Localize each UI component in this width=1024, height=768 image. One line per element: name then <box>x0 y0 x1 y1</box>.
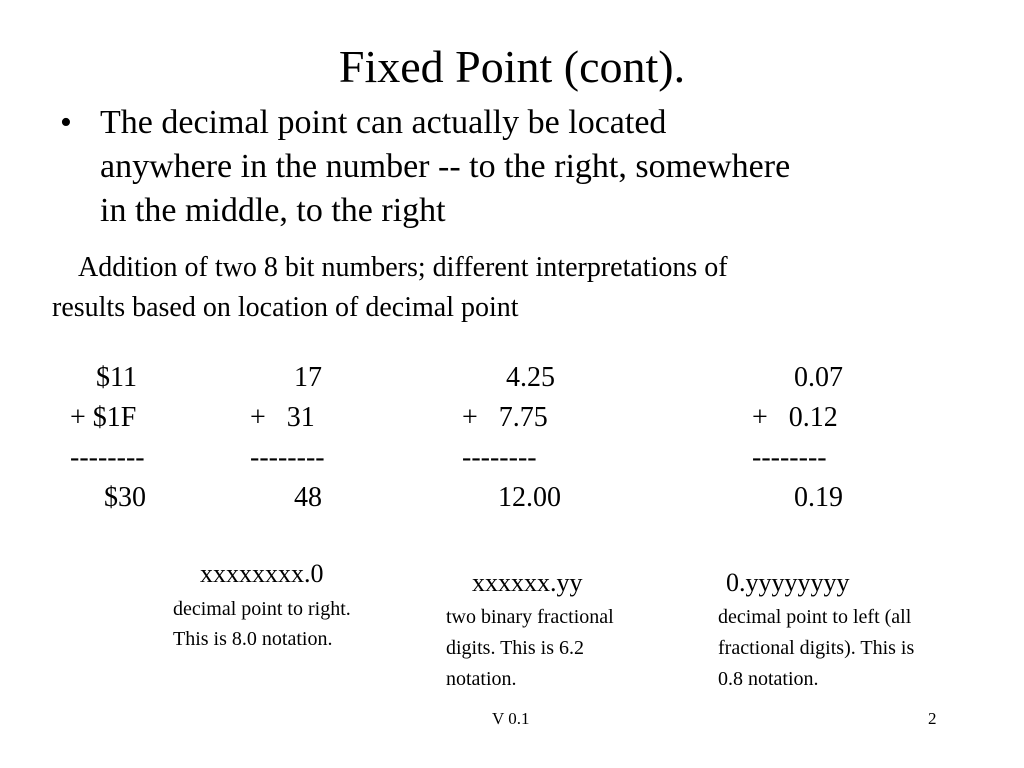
separator-line: -------- <box>250 442 325 473</box>
bullet-marker: • <box>60 104 72 141</box>
separator-line: -------- <box>70 442 145 473</box>
addend-a: 17 <box>294 362 322 393</box>
addition-column-0-8 <box>752 358 882 518</box>
notation-desc-line: This is 8.0 notation. <box>173 628 333 650</box>
intro-text-line: Addition of two 8 bit numbers; different interpretations of <box>78 252 728 283</box>
addend-a: 0.07 <box>794 362 843 393</box>
sum-value: 0.19 <box>794 482 843 513</box>
addend-a: 4.25 <box>506 362 555 393</box>
notation-desc-line: decimal point to right. <box>173 598 351 620</box>
sum-value: 48 <box>294 482 322 513</box>
addend-b: + 31 <box>250 402 315 433</box>
slide-title: Fixed Point (cont). <box>338 41 686 92</box>
addend-b: + 7.75 <box>462 402 548 433</box>
notation-desc-line: fractional digits). This is <box>718 637 915 659</box>
addend-a: $11 <box>96 362 137 393</box>
separator-line: -------- <box>752 442 827 473</box>
footer-page-number: 2 <box>928 709 937 728</box>
bullet-text-line: anywhere in the number -- to the right, somewhere <box>100 148 791 185</box>
notation-label-0-8: 0.yyyyyyyy <box>726 568 850 597</box>
notation-desc-line: 0.8 notation. <box>718 668 819 690</box>
addition-column-hex <box>70 358 170 518</box>
notation-desc-line: decimal point to left (all <box>718 606 912 628</box>
notation-desc-line: digits. This is 6.2 <box>446 637 584 659</box>
notation-label-8-0: xxxxxxxx.0 <box>200 559 324 588</box>
addend-b: + 0.12 <box>752 402 838 433</box>
addition-column-6-2 <box>462 358 592 518</box>
separator-line: -------- <box>462 442 537 473</box>
notation-desc-line: notation. <box>446 668 517 690</box>
addend-b: + $1F <box>70 402 137 433</box>
footer-version: V 0.1 <box>492 709 530 728</box>
intro-text-line: results based on location of decimal point <box>52 292 519 323</box>
addition-column-8-0 <box>250 358 350 518</box>
notation-label-6-2: xxxxxx.yy <box>472 568 583 597</box>
sum-value: $30 <box>104 482 146 513</box>
notation-desc-line: two binary fractional <box>446 606 614 628</box>
sum-value: 12.00 <box>498 482 561 513</box>
bullet-text-line: The decimal point can actually be located <box>100 104 667 141</box>
bullet-text-line: in the middle, to the right <box>100 192 446 229</box>
